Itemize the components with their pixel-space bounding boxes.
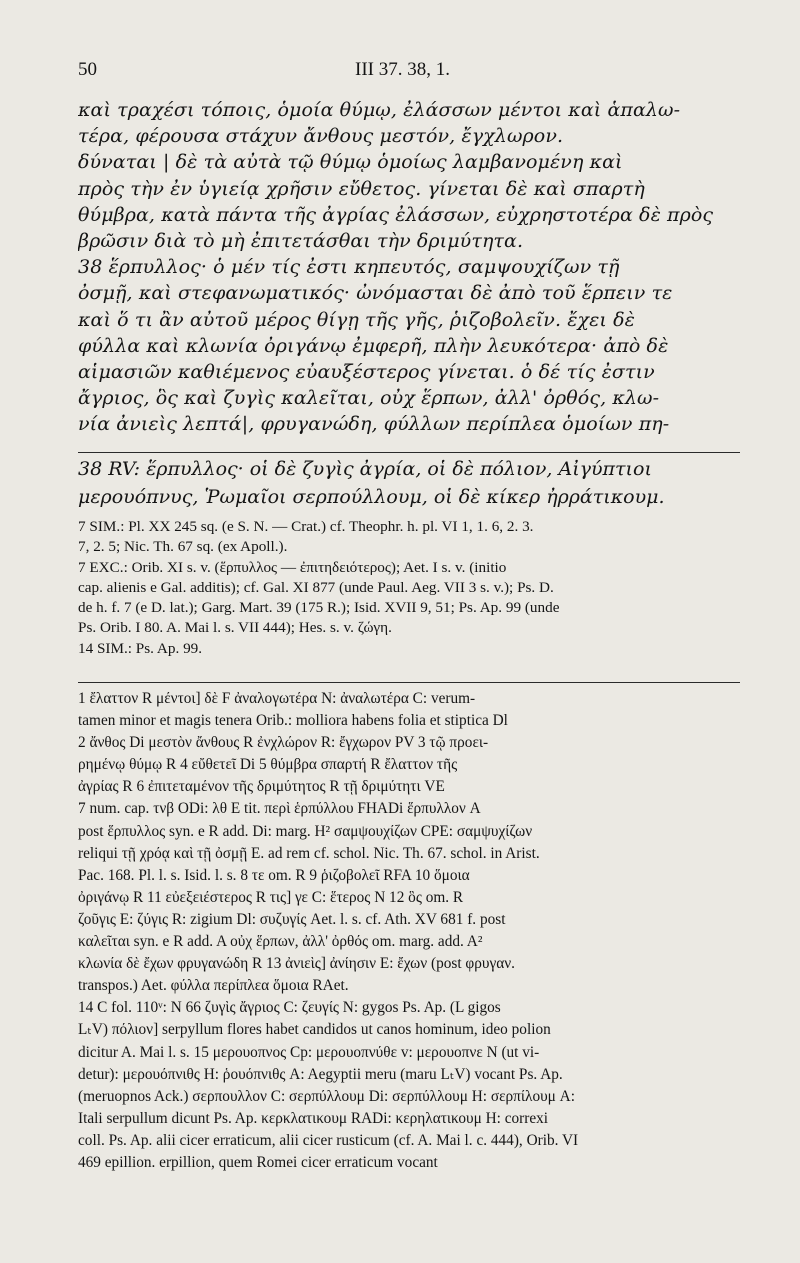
rv-text-line: μερουόπνυς, Ῥωμαῖοι σερπούλλουμ, οἱ δὲ κίκερ ἠρράτικουμ.	[78, 486, 665, 508]
greek-main-text	[78, 97, 738, 438]
greek-text-line: νία ἀνιεὶς λεπτά|, φρυγανώδη, φύλλων περίπλεα ὁμοίων πη-	[78, 413, 670, 436]
critical-apparatus-line: ρημένῳ θύμῳ R 4 εὔθετεῖ Di 5 θύμβρα σπαρτή R ἔλαττον τῆς	[78, 756, 458, 774]
critical-apparatus-line: ἀγρίας R 6 ἐπιτεταμένον τῆς δριμύτητος R τῇ δριμύτητι VE	[78, 778, 445, 796]
critical-apparatus-line: (meruopnos Ack.) σερπουλλον C: σερπύλλουμ Di: σερπύλλουμ H: σερπίλουμ A:	[78, 1087, 575, 1105]
greek-text-line: καὶ ὅ τι ἂν αὐτοῦ μέρος θίγῃ τῆς γῆς, ῥιζοβολεῖν. ἔχει δὲ	[78, 308, 635, 331]
sim-apparatus	[78, 517, 738, 659]
greek-text-line: αἱμασιῶν καθιέμενος εὐαυξέστερος γίνεται. ὁ δέ τίς ἐστιν	[78, 361, 655, 384]
critical-apparatus-line: reliqui τῇ χρόᾳ καὶ τῇ ὀσμῇ E. ad rem cf. schol. Nic. Th. 67. schol. in Arist.	[78, 844, 540, 862]
running-header: III 37. 38, 1.	[355, 59, 450, 80]
critical-apparatus-line: LₜV) πόλιον] serpyllum flores habet candidos ut canos hominum, ideo polion	[78, 1021, 551, 1039]
greek-text-line: θύμβρα, κατὰ πάντα τῆς ἀγρίας ἐλάσσων, εὐχρηστοτέρα δὲ πρὸς	[78, 203, 714, 226]
sim-apparatus-line: 7, 2. 5; Nic. Th. 67 sq. (ex Apoll.).	[78, 538, 288, 556]
critical-apparatus-line: post ἕρπυλλος syn. e R add. Di: marg. H² σαμψουχίζων CPE: σαμψυχίζων	[78, 822, 533, 840]
critical-apparatus-line: 1 ἔλαττον R μέντοι] δὲ F ἀναλογωτέρα N: ἀναλωτέρα C: verum-	[78, 690, 476, 707]
greek-text-line: φύλλα καὶ κλωνία ὀριγάνῳ ἐμφερῆ, πλὴν λευκότερα· ἀπὸ δὲ	[78, 334, 669, 357]
greek-text-line: τέρα, φέρουσα στάχυν ἄνθους μεστόν, ἔγχλωρον.	[78, 125, 564, 148]
rv-text-line: 38 RV: ἕρπυλλος· οἱ δὲ ζυγὶς ἀγρία, οἱ δὲ πόλιον, Αἰγύπτιοι	[78, 458, 652, 480]
sim-apparatus-line: 14 SIM.: Ps. Ap. 99.	[78, 639, 203, 657]
page-number: 50	[78, 59, 97, 80]
greek-text-line: βρῶσιν διὰ τὸ μὴ ἐπιτετάσθαι τὴν δριμύτητα.	[78, 230, 524, 253]
critical-apparatus-line: 14 C fol. 110ᵛ: N 66 ζυγὶς ἄγριος C: ζευγίς N: gygos Ps. Ap. (L gigos	[78, 999, 501, 1017]
greek-text-line: ὀσμῇ, καὶ στεφανωματικός· ὠνόμασται δὲ ἀπὸ τοῦ ἕρπειν τε	[78, 282, 673, 305]
sim-apparatus-line: 7 EXC.: Orib. XI s. v. (ἕρπυλλος — ἐπιτηδειότερος); Aet. I s. v. (initio	[78, 558, 507, 576]
sim-apparatus-line: de h. f. 7 (e D. lat.); Garg. Mart. 39 (175 R.); Isid. XVII 9, 51; Ps. Ap. 99 (unde	[78, 599, 560, 617]
apparatus-divider	[78, 682, 740, 683]
greek-text-line: ἄγριος, ὃς καὶ ζυγὶς καλεῖται, οὐχ ἕρπων, ἀλλ' ὀρθός, κλω-	[78, 387, 660, 410]
critical-apparatus-line: κλωνία δὲ ἔχων φρυγανώδη R 13 ἀνιεὶς] ἀνίησιν E: ἔχων (post φρυγαν.	[78, 955, 515, 973]
greek-text-line: πρὸς τὴν ἐν ὑγιείᾳ χρῆσιν εὔθετος. γίνεται δὲ καὶ σπαρτὴ	[78, 177, 645, 200]
greek-text-line: 38 ἕρπυλλος· ὁ μέν τίς ἐστι κηπευτός, σαμψουχίζων τῇ	[78, 256, 620, 279]
critical-apparatus-line: ὀριγάνῳ R 11 εὐεξειέστερος R τις] γε C: ἕτερος N 12 ὃς om. R	[78, 888, 464, 906]
critical-apparatus-line: καλεῖται syn. e R add. A οὐχ ἕρπων, ἀλλ' ὀρθός om. marg. add. A²	[78, 933, 483, 951]
critical-apparatus-line: transpos.) Aet. φύλλα περίπλεα ὅμοια RAet.	[78, 977, 349, 995]
sim-apparatus-line: cap. alienis e Gal. additis); cf. Gal. XI 877 (unde Paul. Aeg. VII 3 s. v.); Ps. D.	[78, 578, 554, 596]
greek-text-line: δύναται | δὲ τὰ αὐτὰ τῷ θύμῳ ὁμοίως λαμβανομένη καὶ	[78, 151, 623, 174]
critical-apparatus-line: Pac. 168. Pl. l. s. Isid. l. s. 8 τε om. R 9 ῥιζοβολεῖ RFA 10 ὅμοια	[78, 866, 470, 884]
critical-apparatus-line: detur): μερουόπνιθς H: ῥουόπνιθς A: Aegyptii meru (maru LₜV) vocant Ps. Ap.	[78, 1065, 563, 1083]
rv-variant-text	[78, 455, 738, 511]
critical-apparatus-line: 469 epillion. erpillion, quem Romei cicer erraticum vocant	[78, 1153, 438, 1171]
critical-apparatus-line: Itali serpullum dicunt Ps. Ap. κερκλατικουμ RADi: κερηλατικουμ H: correxi	[78, 1109, 549, 1127]
sim-apparatus-line: Ps. Orib. I 80. A. Mai l. s. VII 444); Hes. s. v. ζώγη.	[78, 619, 392, 637]
sim-apparatus-line: 7 SIM.: Pl. XX 245 sq. (e S. N. — Crat.) cf. Theophr. h. pl. VI 1, 1. 6, 2. 3.	[78, 518, 534, 535]
critical-apparatus-line: tamen minor et magis tenera Orib.: molliora habens folia et stiptica Dl	[78, 712, 508, 730]
critical-apparatus-line: 2 ἄνθος Di μεστὸν ἄνθους R ἐνχλώρον R: ἔγχωρον PV 3 τῷ προει-	[78, 734, 489, 752]
critical-apparatus-line: ζοῦγις E: ζύγις R: zigium Dl: συζυγίς Aet. l. s. cf. Ath. XV 681 f. post	[78, 910, 506, 928]
greek-text-line: καὶ τραχέσι τόποις, ὁμοία θύμῳ, ἐλάσσων μέντοι καὶ ἁπαλω-	[78, 99, 681, 121]
text-divider	[78, 452, 740, 453]
critical-apparatus-line: 7 num. cap. τνβ ODi: λθ E tit. περὶ ἑρπύλλου FHADi ἕρπυλλον A	[78, 800, 481, 818]
critical-apparatus-line: coll. Ps. Ap. alii cicer erraticum, alii cicer rusticum (cf. A. Mai l. c. 444), Orib. VI	[78, 1131, 579, 1149]
critical-apparatus	[78, 688, 738, 1174]
critical-apparatus-line: dicitur A. Mai l. s. 15 μερουοπνος Cp: μερουοπνύθε v: μερουοπνε N (ut vi-	[78, 1043, 540, 1061]
